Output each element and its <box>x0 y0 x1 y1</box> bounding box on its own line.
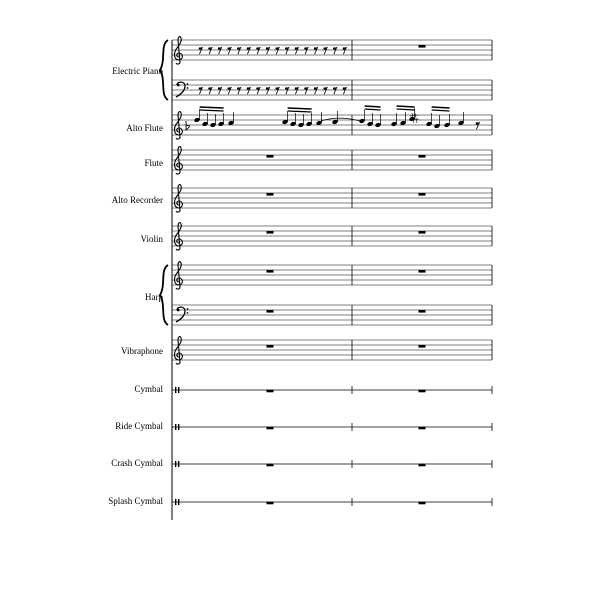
tie <box>321 118 360 121</box>
label-splash-cymbal: Splash Cymbal <box>108 496 163 506</box>
whole-rest <box>267 427 274 430</box>
whole-rest <box>267 231 274 234</box>
staff-harp-bass <box>172 305 492 325</box>
whole-rest <box>419 427 426 430</box>
note-beam <box>365 109 381 110</box>
eighth-rest <box>343 87 347 94</box>
staff-harp-treble <box>172 265 492 285</box>
whole-rest <box>267 345 274 348</box>
eighth-rest <box>208 47 212 54</box>
note-beam <box>288 111 312 112</box>
whole-rest <box>267 193 274 196</box>
label-ride-cymbal: Ride Cymbal <box>115 421 163 431</box>
flat-sign <box>186 121 189 130</box>
note-beam <box>397 106 415 107</box>
whole-rest <box>267 464 274 467</box>
eighth-rest <box>324 47 328 54</box>
brace-harp <box>160 265 168 325</box>
label-cymbal: Cymbal <box>134 384 163 394</box>
eighth-rest <box>266 47 270 54</box>
eighth-rest <box>237 47 241 54</box>
eighth-rest <box>295 87 299 94</box>
staff-cymbal <box>172 386 492 394</box>
whole-rest <box>419 345 426 348</box>
whole-rest <box>267 270 274 273</box>
whole-rest <box>419 464 426 467</box>
staff-ride-cymbal <box>172 423 492 431</box>
staff-alto-recorder <box>172 188 492 208</box>
eighth-rest <box>276 47 280 54</box>
eighth-rest <box>228 47 232 54</box>
eighth-rest <box>208 87 212 94</box>
eighth-rest <box>295 47 299 54</box>
eighth-rest <box>247 47 251 54</box>
whole-rest <box>419 310 426 313</box>
whole-rest <box>419 502 426 505</box>
note-beam <box>200 110 224 111</box>
note-beam <box>200 107 224 108</box>
note-beam <box>397 109 415 110</box>
eighth-rest <box>218 87 222 94</box>
whole-rest <box>267 390 274 393</box>
whole-rest <box>419 45 426 48</box>
eighth-rest <box>476 122 480 129</box>
eighth-rest <box>324 87 328 94</box>
note-beam <box>288 108 312 109</box>
note-beam <box>432 107 450 108</box>
label-flute: Flute <box>144 158 163 168</box>
whole-rest <box>267 502 274 505</box>
eighth-rest <box>304 87 308 94</box>
staff-electric-piano-treble <box>172 40 492 60</box>
note-beam <box>432 110 450 111</box>
whole-rest <box>267 310 274 313</box>
eighth-rest <box>333 47 337 54</box>
eighth-rest <box>285 47 289 54</box>
staff-electric-piano-bass <box>172 80 492 100</box>
label-harp: Harp <box>145 292 163 302</box>
eighth-rest <box>237 87 241 94</box>
note-beam <box>365 106 381 107</box>
staff-flute <box>172 150 492 170</box>
eighth-rest <box>333 87 337 94</box>
eighth-rest <box>285 87 289 94</box>
eighth-rest <box>314 87 318 94</box>
eighth-rest <box>256 87 260 94</box>
eighth-rest <box>304 47 308 54</box>
label-vibraphone: Vibraphone <box>121 346 163 356</box>
whole-rest <box>419 193 426 196</box>
label-electric-piano: Electric Piano <box>112 66 163 76</box>
eighth-rest <box>228 87 232 94</box>
brace-electric-piano <box>160 40 168 100</box>
eighth-rest <box>256 47 260 54</box>
label-alto-flute: Alto Flute <box>126 123 163 133</box>
staff-violin <box>172 226 492 246</box>
label-crash-cymbal: Crash Cymbal <box>111 458 163 468</box>
whole-rest <box>267 155 274 158</box>
eighth-rest <box>343 47 347 54</box>
whole-rest <box>419 390 426 393</box>
whole-rest <box>419 270 426 273</box>
eighth-rest <box>314 47 318 54</box>
whole-rest <box>419 155 426 158</box>
eighth-rest <box>276 87 280 94</box>
eighth-rest <box>266 87 270 94</box>
eighth-rest <box>199 47 203 54</box>
whole-rest <box>419 231 426 234</box>
eighth-rest <box>218 47 222 54</box>
label-alto-recorder: Alto Recorder <box>111 195 163 205</box>
staff-crash-cymbal <box>172 460 492 468</box>
label-violin: Violin <box>140 234 163 244</box>
eighth-rest <box>247 87 251 94</box>
staff-splash-cymbal <box>172 498 492 506</box>
staff-vibraphone <box>172 340 492 360</box>
eighth-rest <box>199 87 203 94</box>
